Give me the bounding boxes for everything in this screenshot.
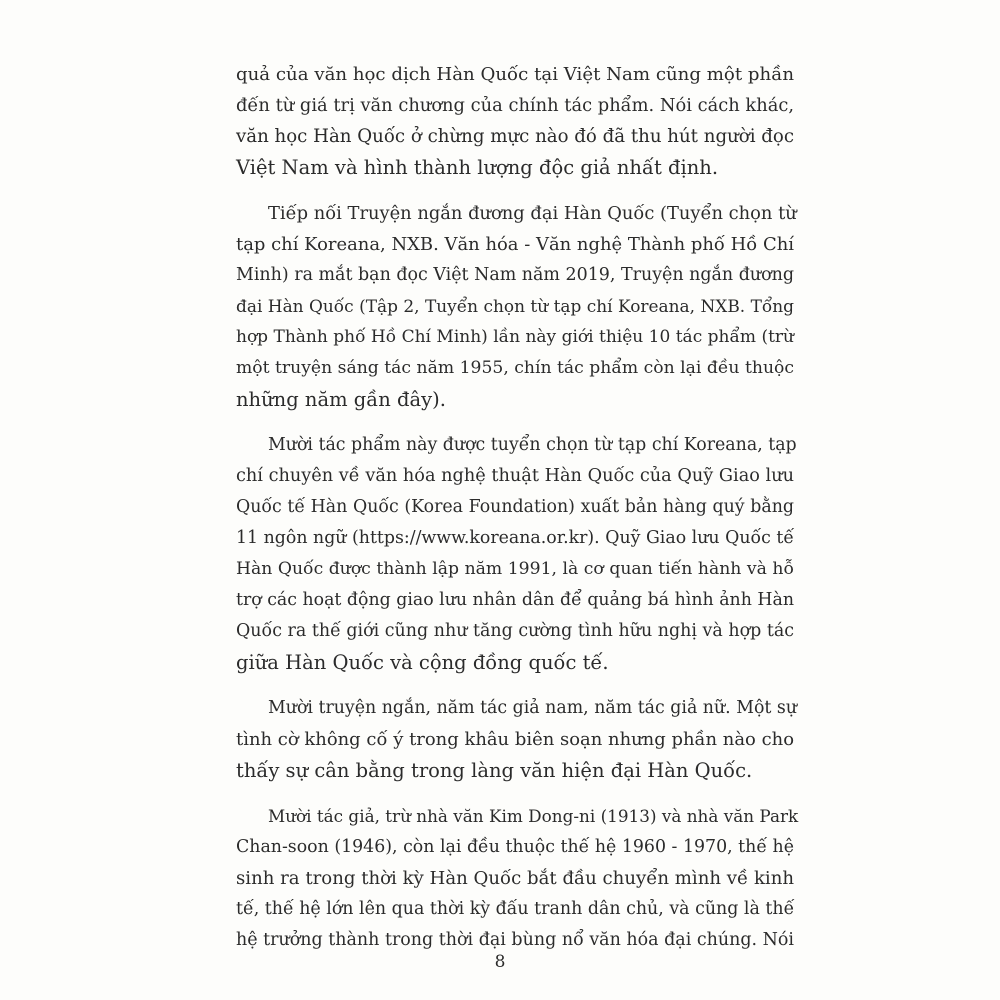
text-line: tạp chí Koreana, NXB. Văn hóa - Văn nghệ Thành phố Hồ Chí [236, 234, 794, 255]
text-line: Việt Nam và hình thành lượng độc giả nhất định. [236, 156, 719, 179]
text-line: Hàn Quốc được thành lập năm 1991, là cơ quan tiến hành và hỗ [236, 559, 794, 579]
text-line: sinh ra trong thời kỳ Hàn Quốc bắt đầu chuyển mình về kinh [236, 868, 794, 889]
text-line: hợp Thành phố Hồ Chí Minh) lần này giới thiệu 10 tác phẩm (trừ [236, 327, 794, 347]
text-line: hệ trưởng thành trong thời đại bùng nổ văn hóa đại chúng. Nói [236, 930, 794, 950]
text-line: chí chuyên về văn hóa nghệ thuật Hàn Quốc của Quỹ Giao lưu [236, 466, 794, 486]
paragraph-1 [236, 59, 794, 183]
text-line: một truyện sáng tác năm 1955, chín tác phẩm còn lại đều thuộc [236, 358, 794, 378]
text-line: trợ các hoạt động giao lưu nhân dân để quảng bá hình ảnh Hàn [236, 590, 794, 610]
text-line: Chan-soon (1946), còn lại đều thuộc thế hệ 1960 - 1970, thế hệ [236, 837, 794, 857]
paragraph-4 [236, 693, 798, 786]
text-line: tình cờ không cố ý trong khâu biên soạn nhưng phần nào cho [236, 729, 794, 750]
text-line: Quốc tế Hàn Quốc (Korea Foundation) xuất bản hàng quý bằng [236, 497, 794, 517]
paragraph-2 [236, 198, 797, 415]
text-line: giữa Hàn Quốc và cộng đồng quốc tế. [236, 651, 609, 674]
text-line: đại Hàn Quốc (Tập 2, Tuyển chọn từ tạp chí Koreana, NXB. Tổng [236, 296, 794, 316]
text-line: Mười truyện ngắn, năm tác giả nam, năm tác giả nữ. Một sự [268, 698, 798, 718]
text-line: đến từ giá trị văn chương của chính tác phẩm. Nói cách khác, [236, 95, 794, 116]
text-line: 11 ngôn ngữ (https://www.koreana.or.kr). Quỹ Giao lưu Quốc tế [236, 528, 794, 548]
text-line: thấy sự cân bằng trong làng văn hiện đại Hàn Quốc. [236, 759, 753, 782]
text-line: Tiếp nối Truyện ngắn đương đại Hàn Quốc (Tuyển chọn từ [268, 203, 797, 224]
page-number: 8 [494, 952, 506, 972]
paragraph-3 [236, 430, 797, 678]
text-line: Quốc ra thế giới cũng như tăng cường tình hữu nghị và hợp tác [236, 621, 794, 641]
text-line: Mười tác giả, trừ nhà văn Kim Dong-ni (1913) và nhà văn Park [268, 806, 799, 826]
text-line: tế, thế hệ lớn lên qua thời kỳ đấu tranh dân chủ, và cũng là thế [236, 899, 795, 919]
text-line: những năm gần đây). [236, 388, 446, 411]
paragraph-5 [236, 801, 799, 956]
text-line: Mười tác phẩm này được tuyển chọn từ tạp chí Koreana, tạp [268, 435, 797, 455]
body-text [236, 59, 799, 971]
text-line: văn học Hàn Quốc ở chừng mực nào đó đã thu hút người đọc [236, 126, 794, 147]
text-line: Minh) ra mắt bạn đọc Việt Nam năm 2019, Truyện ngắn đương [236, 265, 794, 285]
text-line: quả của văn học dịch Hàn Quốc tại Việt Nam cũng một phần [236, 64, 794, 85]
